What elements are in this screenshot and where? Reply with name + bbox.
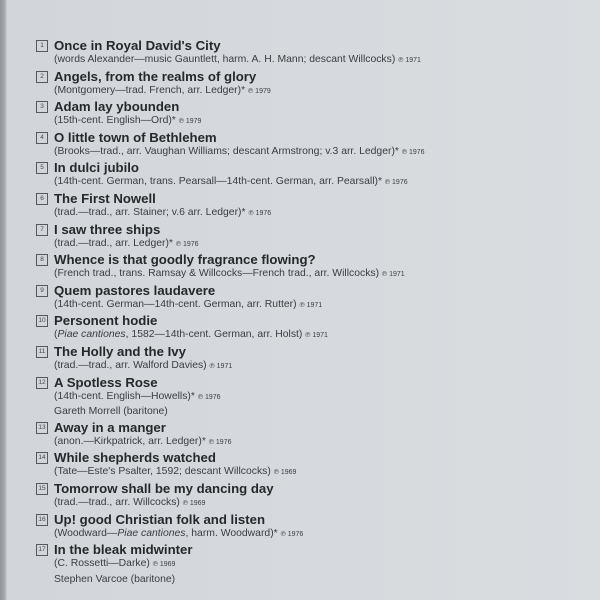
recording-year: 1971 [312,332,328,340]
track-title: Once in Royal David's City [54,38,221,53]
track-item [36,542,596,587]
credit-text: (C. Rossetti—Darke) [54,558,150,570]
track-number-box: 3 [36,101,48,113]
track-title: Adam lay ybounden [54,99,180,115]
recording-year: 1969 [280,469,297,477]
recording-year: 1979 [255,87,271,95]
phonogram-icon: ℗ [305,332,311,340]
credit-text: (14th-cent. English—Howells)* [54,390,195,402]
track-number-box: 1 [36,40,48,52]
recording-year: 1976 [408,148,425,156]
track-number-box: 15 [36,483,48,495]
phonogram-copyright [402,149,425,156]
track-number-box: 6 [36,193,48,205]
track-item [36,191,596,222]
track-number-box: 5 [36,162,48,174]
track-number-box: 13 [36,422,48,434]
recording-year: 1969 [189,499,206,507]
track-title: The First Nowell [54,190,156,206]
phonogram-copyright [210,363,233,370]
phonogram-icon: ℗ [248,87,254,95]
track-title: I saw three ships [54,221,161,237]
track-item [36,38,596,69]
track-credit [54,175,596,191]
track-number-box: 14 [36,452,48,464]
recording-year: 1971 [405,57,421,64]
track-title: The Holly and the Ivy [54,343,186,359]
track-performer: Gareth Morrell (baritone) [54,406,168,418]
phonogram-icon: ℗ [384,179,391,187]
phonogram-copyright [274,469,297,476]
credit-text: (anon.—Kirkpatrick, arr. Ledger)* [54,435,206,447]
track-credit [54,237,596,253]
track-title: Quem pastores laudavere [54,282,216,298]
recording-year: 1976 [182,240,199,248]
track-title: While shepherds watched [54,450,216,466]
credit-text: (trad.—trad., arr. Stainer; v.6 arr. Ledger)* [54,206,246,218]
track-title: Up! good Christian folk and listen [54,511,265,527]
track-number-box: 7 [36,224,48,236]
phonogram-copyright [385,179,408,186]
track-item [36,160,596,191]
credit-text: (Montgomery—trad. French, arr. Ledger)* [54,84,246,96]
recording-year: 1976 [204,393,221,401]
phonogram-icon: ℗ [178,118,184,126]
credit-text: (words Alexander—music Gauntlett, harm. A. H. Mann; descant Willcocks) [54,54,396,65]
track-credit [54,527,596,543]
track-credit [54,53,596,69]
track-item [36,69,596,100]
track-credit [54,328,596,344]
track-title: Tomorrow shall be my dancing day [54,480,274,496]
phonogram-icon: ℗ [299,301,305,309]
phonogram-copyright [248,210,271,217]
credit-text: (Tate—Este's Psalter, 1592; descant Willcocks) [54,466,271,478]
track-title: O little town of Bethlehem [54,129,217,145]
credit-italic-text: Piae cantiones [57,329,126,341]
phonogram-copyright [398,57,421,64]
track-number-box: 9 [36,285,48,297]
track-number-box: 11 [36,346,48,358]
track-number-box: 10 [36,315,48,327]
credit-text: (trad.—trad., arr. Ledger)* [54,237,173,249]
phonogram-icon: ℗ [401,148,408,156]
track-list [36,38,596,587]
track-credit [54,206,596,222]
phonogram-icon: ℗ [152,561,158,569]
track-performer: Stephen Varcoe (baritone) [54,573,176,585]
track-title: Whence is that goodly fragrance flowing? [54,252,316,268]
track-item [36,481,596,512]
credit-text: ( [54,329,58,341]
track-number-box: 2 [36,71,48,83]
track-credit [54,298,596,314]
track-number-box: 17 [36,544,48,556]
track-credit [54,557,596,573]
credit-italic-text: Piae cantiones [117,527,186,539]
track-title: In dulci jubilo [54,160,139,176]
track-item [36,130,596,161]
phonogram-copyright [305,332,328,339]
track-title: Away in a manger [54,419,166,435]
track-item [36,313,596,344]
recording-year: 1976 [392,179,408,187]
phonogram-copyright [176,241,199,248]
phonogram-icon: ℗ [381,271,388,279]
credit-text: (trad.—trad., arr. Walford Davies) [54,359,207,371]
track-item [36,375,596,420]
phonogram-copyright [153,561,176,568]
recording-year: 1976 [287,530,304,538]
recording-year: 1976 [255,209,272,217]
phonogram-copyright [198,394,221,401]
track-credit [54,267,596,283]
phonogram-icon: ℗ [273,469,279,477]
track-item [36,252,596,283]
phonogram-copyright [179,118,202,125]
track-credit [54,145,596,161]
track-credit [54,496,596,512]
track-title: Personent hodie [54,313,158,329]
track-item [36,99,596,130]
track-number-box: 16 [36,514,48,526]
credit-text: (14th-cent. German, trans. Pearsall—14th-cent. German, arr. Pearsall)* [54,176,383,188]
track-item [36,420,596,451]
phonogram-icon: ℗ [280,530,286,538]
phonogram-copyright [209,439,232,446]
track-item [36,283,596,314]
track-number-box: 12 [36,377,48,389]
track-credit [54,435,596,451]
phonogram-copyright [281,531,304,538]
phonogram-icon: ℗ [197,393,203,401]
track-title: A Spotless Rose [54,374,158,390]
credit-text: , 1582—14th-cent. German, arr. Holst) [125,329,303,341]
track-credit [54,114,596,130]
track-credit [54,359,596,375]
track-credit [54,84,596,100]
recording-year: 1976 [215,438,232,446]
track-number-box: 8 [36,254,48,266]
phonogram-icon: ℗ [208,438,214,446]
recording-year: 1971 [306,301,323,309]
phonogram-icon: ℗ [248,209,254,217]
track-item [36,512,596,543]
phonogram-copyright [183,500,206,507]
phonogram-copyright [248,88,271,95]
phonogram-icon: ℗ [209,362,215,370]
phonogram-icon: ℗ [175,240,182,248]
phonogram-copyright [382,271,405,278]
recording-year: 1979 [185,118,202,126]
credit-text: (trad.—trad., arr. Willcocks) [54,496,180,508]
credit-text: (Woodward— [54,527,118,539]
recording-year: 1971 [216,362,233,370]
track-item [36,344,596,375]
credit-text: (Brooks—trad., arr. Vaughan Williams; descant Armstrong; v.3 arr. Ledger)* [54,145,399,157]
recording-year: 1971 [389,271,405,279]
credit-text: , harm. Woodward)* [185,527,278,539]
track-item [36,450,596,481]
track-number-box: 4 [36,132,48,144]
phonogram-copyright [299,302,322,309]
phonogram-icon: ℗ [398,57,404,64]
credit-text: (French trad., trans. Ramsay & Willcocks—French trad., arr. Willcocks) [54,268,380,280]
recording-year: 1969 [159,561,176,569]
credit-text: (14th-cent. German—14th-cent. German, arr. Rutter) [54,298,297,310]
credit-text: (15th-cent. English—Ord)* [54,115,176,127]
track-title: Angels, from the realms of glory [54,68,257,84]
track-item [36,222,596,253]
track-credit [54,390,596,406]
phonogram-icon: ℗ [182,499,188,507]
track-credit [54,465,596,481]
track-title: In the bleak midwinter [54,542,193,558]
